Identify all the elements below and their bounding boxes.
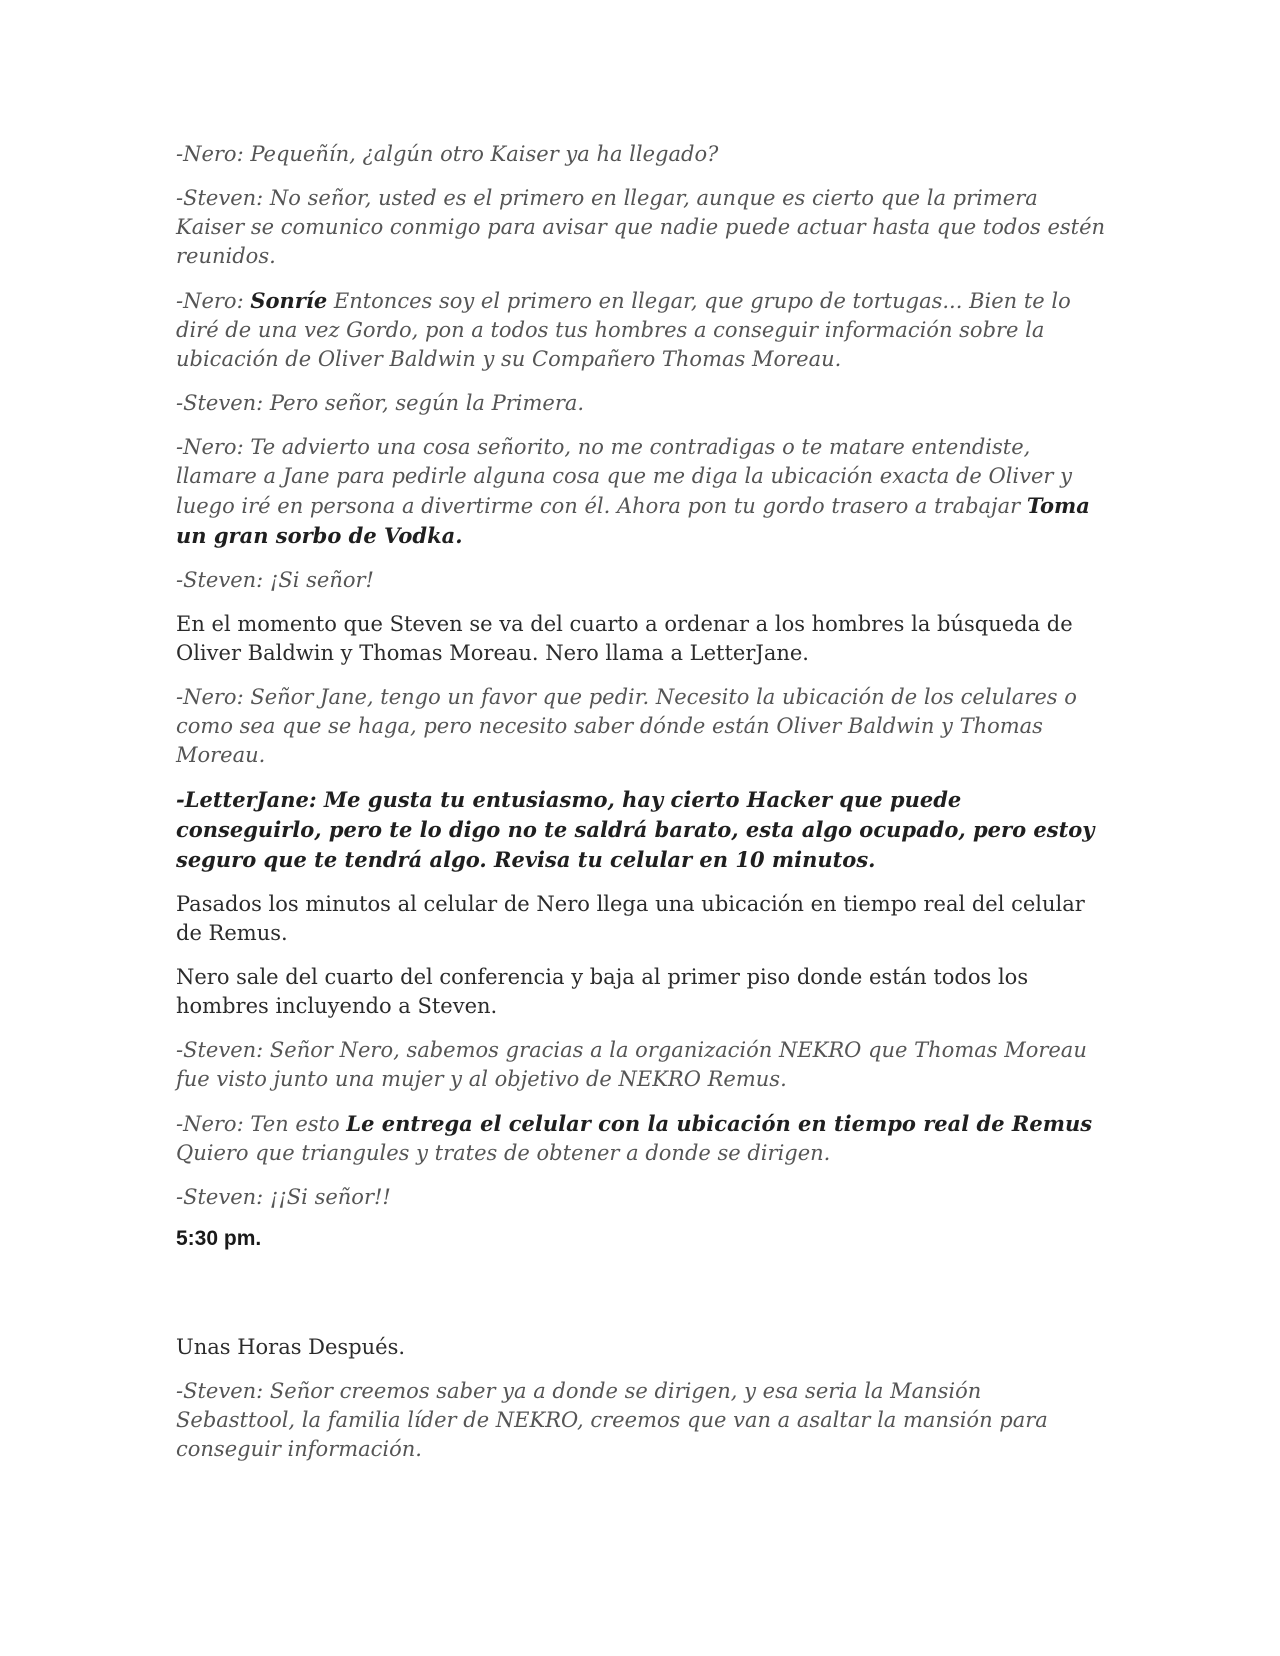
text-run: -Steven: Señor creemos saber ya a donde se dirigen, y esa seria la Mansión Sebasttool, la familia líder de NEKRO, creemos que van a asaltar la mansión para conseguir información. [176,1379,1048,1461]
paragraph [176,683,1106,770]
paragraph [176,140,1106,169]
paragraph [176,1036,1106,1094]
document-page [176,140,1106,1479]
time-heading: 5:30 pm. [176,1227,262,1250]
paragraph [176,785,1106,875]
dialogue-block-after [176,1333,1106,1464]
text-run: -Steven: No señor, usted es el primero en llegar, aunque es cierto que la primera Kaiser se comunico conmigo para avisar que nadie puede actuar hasta que todos estén reunidos. [176,186,1106,268]
text-run: -Nero: [176,289,251,313]
text-run: Entonces soy el primero en llegar, que grupo de tortugas... Bien te lo diré de una vez Gordo, pon a todos tus hombres a conseguir información sobre la ubicación de Oliver Baldwin y su Compañero Thomas Moreau. [176,289,1071,371]
text-run: Unas Horas Después. [176,1335,406,1359]
text-run: Quiero que triangules y trates de obtener a donde se dirigen. [176,1141,831,1165]
paragraph [176,890,1106,948]
text-run: -Steven: ¡¡Si señor!! [176,1185,391,1209]
paragraph [176,1333,1106,1362]
text-run: -Nero: Señor Jane, tengo un favor que pedir. Necesito la ubicación de los celulares o como sea que se haga, pero necesito saber dónde están Oliver Baldwin y Thomas Moreau. [176,685,1077,767]
dialogue-block [176,140,1106,1212]
text-run: Pasados los minutos al celular de Nero llega una ubicación en tiempo real del celular de Remus. [176,892,1085,945]
text-run: -Steven: ¡Si señor! [176,568,374,592]
stage-direction: Le entrega el celular con la ubicación en tiempo real de Remus [346,1111,1093,1136]
paragraph [176,610,1106,668]
paragraph [176,566,1106,595]
text-run: -Steven: Señor Nero, sabemos gracias a la organización NEKRO que Thomas Moreau fue visto junto una mujer y al objetivo de NEKRO Remus. [176,1038,1087,1091]
text-run: En el momento que Steven se va del cuarto a ordenar a los hombres la búsqueda de Oliver Baldwin y Thomas Moreau. Nero llama a LetterJane. [176,612,1073,665]
paragraph [176,1183,1106,1212]
text-run: -Nero: Te advierto una cosa señorito, no me contradigas o te matare entendiste, llamare a Jane para pedirle alguna cosa que me diga la ubicación exacta de Oliver y luego iré en persona a divertirme con él. Ahora pon tu gordo trasero a trabajar [176,435,1073,518]
text-run: -Nero: Pequeñín, ¿algún otro Kaiser ya ha llegado? [176,142,719,166]
paragraph [176,433,1106,551]
stage-direction: -LetterJane: Me gusta tu entusiasmo, hay cierto Hacker que puede conseguirlo, pero te lo digo no te saldrá barato, esta algo ocupado, pero estoy seguro que te tendrá algo. Revisa tu celular en 10 minutos. [176,787,1095,872]
text-run: -Steven: Pero señor, según la Primera. [176,391,585,415]
stage-direction: Toma un gran sorbo de Vodka. [176,493,1090,548]
paragraph [176,184,1106,271]
paragraph [176,1109,1106,1168]
paragraph [176,1377,1106,1464]
stage-direction: Sonríe [250,288,328,313]
paragraph [176,963,1106,1021]
paragraph [176,286,1106,374]
text-run: Nero sale del cuarto del conferencia y baja al primer piso donde están todos los hombres incluyendo a Steven. [176,965,1029,1018]
text-run: -Nero: Ten esto [176,1112,347,1136]
paragraph [176,389,1106,418]
